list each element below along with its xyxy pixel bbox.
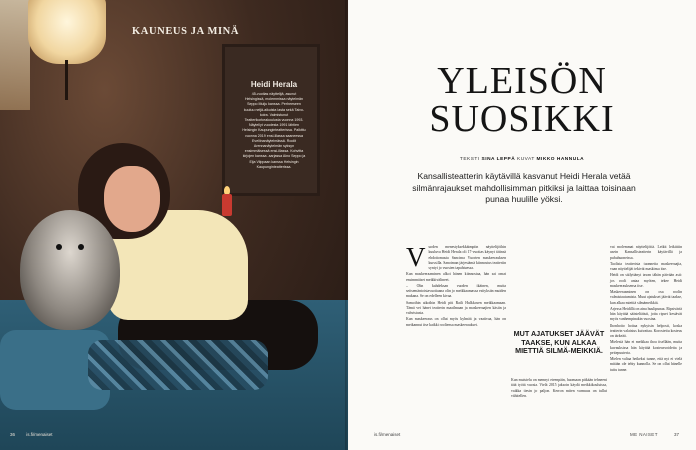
article-ingress: Kansallisteatterin käytävillä kasvanut Heidi Herala vetää silmänrajaukset mahdollisimman pitkiksi ja laittaa toisinaan punaa huulille yöksi. <box>412 171 636 205</box>
page-number-right: 37 <box>674 432 680 437</box>
woman-face <box>104 166 160 232</box>
right-page <box>348 0 696 450</box>
body-paragraph: Heidi on säilyttänyt tavan tähän päivään asti: jos rooli antaa myöten, tekee Heidi maskeerauksensa itse. <box>610 273 682 288</box>
folio-url-right: is.fi/menaiset <box>374 432 401 437</box>
body-paragraph: Ihonhoito hoitaa nykyisin helposti, koska teatterin valaistus kuivattaa. Korostettu kosteus on tärkeää. <box>610 323 682 338</box>
byline-photos-label: KUVAT <box>517 157 535 162</box>
body-paragraph: Taolista teatterista tuonnetta maskeeraajia, vaan näyttelijät tekivät maskinsa itse. <box>610 261 682 271</box>
article-headline <box>348 62 696 138</box>
headline-line-2: SUOSIKKI <box>429 98 615 140</box>
patterned-pillow <box>88 340 268 390</box>
body-paragraph: Maskeeraaminen on osa roolin valmistautumista. Muut ajatukset jäävät taakse, kun alkaa miettiä silmämeikkiä. <box>610 290 682 305</box>
profile-bio: 45-vuotias näyttelijä, asunut Helsingissä, molemmissa näytelmän Seppo Muiju kanssa. Perheeseen kuuluu neljä-aikuista lasta sekä Taivo-koira. Valmistunut Teatterikorkeakoulusta vuonna 1993. Näytellyt vuodesta 1991 lähtien Helsingin Kaupunginteatterissa. Palkittu vuonna 2019 ensi-illassa saaneessa Eveliinanäytelmässä. Roolit Arennanäytelmän syksyn ensimmäisessä ensi-illassa. Kohvitta kirjojen kanssa -sarjassa Aino Seppo ja Eija Vilppaan kanssa Helsingin Kaupunginteatterissa. <box>242 92 306 169</box>
body-paragraph: Kun maskeeraus on ollut myös kylmää ja vaativaa, hän on meikannut itse kaikki rooliensa maskeeraukset. <box>406 317 506 327</box>
profile-sidebar <box>242 80 306 170</box>
profile-name: Heidi Herala <box>250 80 298 89</box>
body-column-1 <box>406 242 507 329</box>
spread-gutter <box>345 0 351 450</box>
drop-cap: V <box>406 242 426 272</box>
dog <box>20 210 120 330</box>
page-number-left: 36 <box>10 432 16 437</box>
body-column-2 <box>511 378 607 400</box>
body-paragraph: Arjessa Heidillä on aina huulipunaa. Ripsiväriä hän käyttää säästeliäästi, jotta ripset kestävät myös vanhempinakin vuosina. <box>610 306 682 322</box>
dog-eye-right <box>78 244 84 250</box>
body-paragraph: – Olin kahdeksan vuoden ikäinen, mutta seitsemäntoistavuotiaana olin jo meikkaamassa esityksiin muiden mukana. Se on edelleen kivaa. <box>406 283 506 299</box>
body-paragraph: Mielestä hän ei meikkaa ihoa itsellään, mutta kuvauksissa hän käyttää kosteusvoidetta ja peitepuuteria. <box>610 340 682 355</box>
left-folio <box>10 432 53 437</box>
body-column-3 <box>610 245 682 374</box>
body-paragraph: Kun muistelu on mennyt eteenpäin, huomaan pitkään tehneeni tätä työtä vuosia. Vielä 2015 jaksoin käydä meikkikouluissa, vaikka tiesin jo paljon. Kerron miten varmuus on tullut vähitellen. <box>511 378 607 398</box>
section-kicker: KAUNEUS JA MINÄ <box>132 26 240 37</box>
byline <box>348 157 696 162</box>
pull-quote: MUT AJATUKSET JÄÄVÄT TAAKSE, KUN ALKAA MIETTIÄ SILMÄ-MEIKKIÄ. <box>513 329 605 356</box>
byline-text-label: TEKSTI <box>459 157 480 162</box>
candle <box>222 194 232 216</box>
dog-eye-left <box>56 244 62 250</box>
lamp-shade <box>28 0 106 64</box>
body-paragraph: Mielen valtaa hetkeksi tunne, että nyt ei vielä mitään ole tehty kunnolla. Se on ollut hänelle tuttu tunne. <box>610 357 682 372</box>
lamp-pole <box>65 60 68 100</box>
folio-brand: ME NAISET <box>630 432 658 437</box>
headline-line-1: YLEISÖN <box>437 60 607 102</box>
body-paragraph: vat molemmat näyttelijöitä. Leikit leikittiin usein Kansallisteatterin käytävillä ja puhuhuoneissa. <box>610 245 682 260</box>
byline-photos-author: MIKKO HANNULA <box>536 157 585 162</box>
byline-text-author: SINA LEPPÄ <box>481 157 516 162</box>
body-paragraph: Samoihin aikoihin Heidi piti Raili Hulkkosen meikkaamaan. Tämä vei hänet teatterin maailmaan ja maskeeraajien käsiin ja vahvistusta. <box>406 300 506 315</box>
lamp-shade-left <box>0 0 30 110</box>
folio-url-left: is.fi/menaiset <box>26 432 53 437</box>
body-paragraph: Kun maskeeraaminen alkoi hänen kiinnostaa, hän sai omat ensimmäiset meikkivälineet. <box>406 272 506 282</box>
body-paragraph: uoden menestyksekkäimpiin näyttelijöihin kuuluva Heidi Herala oli 17-vuotias käynyt tätinsä ehdottomasta Sancima Vuorten maskeerauksen kurssilla. Sanoiman järjestämä kiinnostus teatteriin syntyi jo vuosien tapahtuessa. <box>428 245 507 270</box>
